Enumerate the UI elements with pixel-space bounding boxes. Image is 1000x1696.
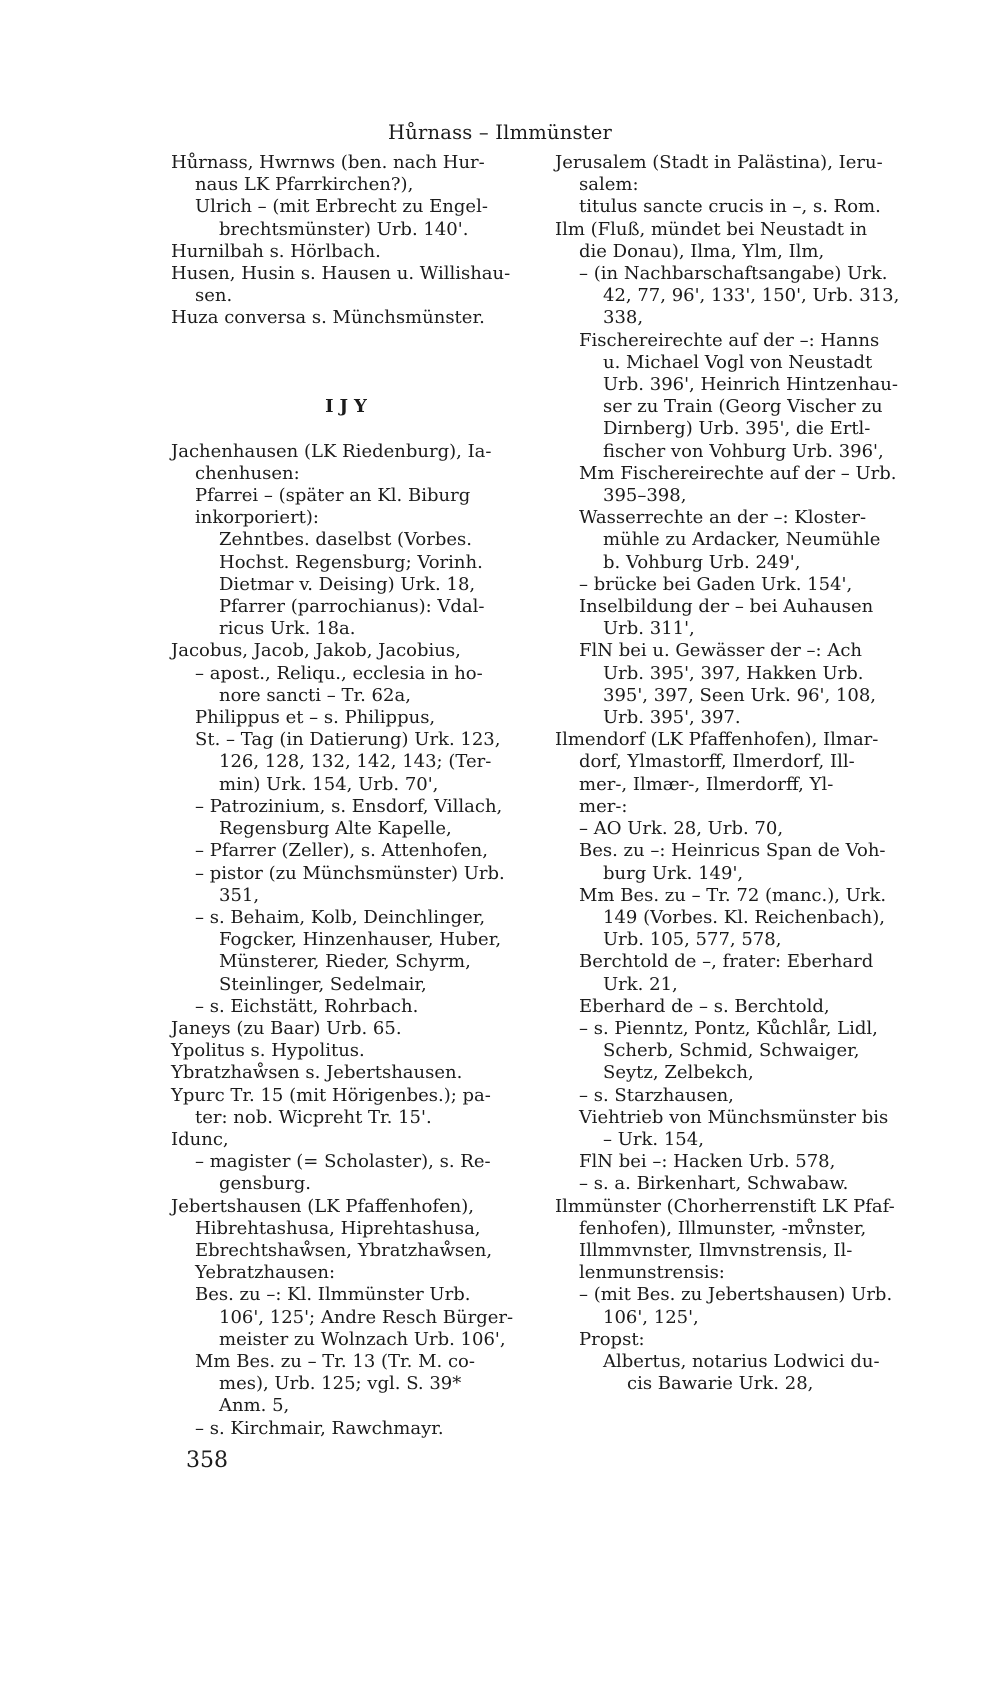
left-column-line <box>171 418 527 440</box>
right-column-line: – s. a. Birkenhart, Schwabaw. <box>579 1173 849 1195</box>
right-column-line: Illmmvnster, Ilmvnstrensis, Il- <box>579 1239 853 1261</box>
left-column-line: Janeys (zu Baar) Urb. 65. <box>171 1017 402 1039</box>
left-column-line: Pfarrer (parrochianus): Vdal- <box>219 596 485 618</box>
left-column-line: Pfarrei – (später an Kl. Biburg <box>195 485 471 507</box>
right-column-line: – Urk. 154, <box>603 1128 704 1150</box>
right-column-line: fenhofen), Illmunster, -mv̊nster, <box>579 1217 867 1239</box>
right-column-line: – AO Urk. 28, Urb. 70, <box>579 818 784 840</box>
right-column-line: lenmunstrensis: <box>579 1262 725 1284</box>
left-column-line: nore sancti – Tr. 62a, <box>219 684 411 706</box>
right-column-line: mer-: <box>579 795 628 817</box>
right-column-line: Mm Bes. zu – Tr. 72 (manc.), Urk. <box>579 884 887 906</box>
right-column-line: 338, <box>603 307 644 329</box>
right-column-line: – s. Starzhausen, <box>579 1084 734 1106</box>
left-column-line: 126, 128, 132, 142, 143; (Ter- <box>219 751 492 773</box>
left-column-line: Mm Bes. zu – Tr. 13 (Tr. M. co- <box>195 1350 475 1372</box>
left-column-line: Anm. 5, <box>219 1395 290 1417</box>
right-column-line: Wasserrechte an der –: Kloster- <box>579 507 867 529</box>
right-column-line: titulus sancte crucis in –, s. Rom. <box>579 196 881 218</box>
left-column-line: Jebertshausen (LK Pfaffenhofen), <box>171 1195 475 1217</box>
right-column-line: mer-, Ilmær-, Ilmerdorff, Yl- <box>579 773 834 795</box>
right-column-line: Berchtold de –, frater: Eberhard <box>579 951 874 973</box>
left-column-line: Ypolitus s. Hypolitus. <box>171 1040 365 1062</box>
right-column-line: Urk. 21, <box>603 973 678 995</box>
right-column-line: u. Michael Vogl von Neustadt <box>603 351 873 373</box>
left-column-line: meister zu Wolnzach Urb. 106', <box>219 1328 506 1350</box>
right-column-line: Inselbildung der – bei Auhausen <box>579 596 874 618</box>
section-heading: IJY <box>325 396 373 418</box>
left-column-line: – s. Behaim, Kolb, Deinchlinger, <box>195 906 486 928</box>
left-column-line: – Patrozinium, s. Ensdorf, Villach, <box>195 795 503 817</box>
left-column-line: – s. Kirchmair, Rawchmayr. <box>195 1417 444 1439</box>
right-column-line: Ilm (Fluß, mündet bei Neustadt in <box>555 218 868 240</box>
right-column-line: Bes. zu –: Heinricus Span de Voh- <box>579 840 886 862</box>
right-column-line: b. Vohburg Urb. 249', <box>603 551 801 573</box>
right-column-line: Ilmmünster (Chorherrenstift LK Pfaf- <box>555 1195 895 1217</box>
left-column-line: Fogcker, Hinzenhauser, Huber, <box>219 929 502 951</box>
left-column-line: – magister (= Scholaster), s. Re- <box>195 1151 491 1173</box>
right-column-line: ser zu Train (Georg Vischer zu <box>603 396 883 418</box>
right-column-line: – brücke bei Gaden Urk. 154', <box>579 573 853 595</box>
right-column-line: FlN bei –: Hacken Urb. 578, <box>579 1151 836 1173</box>
left-column-line: naus LK Pfarrkirchen?), <box>195 174 414 196</box>
left-column-line: Ypurc Tr. 15 (mit Hörigenbes.); pa- <box>171 1084 491 1106</box>
left-column-line: Ulrich – (mit Erbrecht zu Engel- <box>195 196 488 218</box>
left-column-line: Zehntbes. daselbst (Vorbes. <box>219 529 472 551</box>
right-column-line: 106', 125', <box>603 1306 699 1328</box>
right-column-line: – (mit Bes. zu Jebertshausen) Urb. <box>579 1284 893 1306</box>
left-column-line: Idunc, <box>171 1128 229 1150</box>
right-column-line: Seytz, Zelbekch, <box>603 1062 754 1084</box>
left-column-line: Jachenhausen (LK Riedenburg), Ia- <box>171 440 492 462</box>
right-column-line: Propst: <box>579 1328 645 1350</box>
right-column-line: Eberhard de – s. Berchtold, <box>579 995 830 1017</box>
right-column-line: mühle zu Ardacker, Neumühle <box>603 529 881 551</box>
right-column-line: Jerusalem (Stadt in Palästina), Ieru- <box>555 152 883 173</box>
right-column-line: – s. Pienntz, Pontz, Kůchlår, Lidl, <box>579 1017 878 1039</box>
right-column-line: burg Urk. 149', <box>603 862 744 884</box>
right-column-line: Scherb, Schmid, Schwaiger, <box>603 1040 860 1062</box>
right-column-line: Dirnberg) Urb. 395', die Ertl- <box>603 418 871 440</box>
left-column-line: – apost., Reliqu., ecclesia in ho- <box>195 662 483 684</box>
left-column-line: Yebratzhausen: <box>195 1262 336 1284</box>
right-column-line: Fischereirechte auf der –: Hanns <box>579 329 880 351</box>
running-head: Hůrnass – Ilmmünster <box>388 121 612 144</box>
left-column-line: Hibrehtashusa, Hiprehtashusa, <box>195 1217 481 1239</box>
right-column-line: die Donau), Ilma, Ylm, Ilm, <box>579 240 825 262</box>
right-column-line: Urb. 395', 397, Hakken Urb. <box>603 662 864 684</box>
left-column-line <box>171 374 527 396</box>
left-column-line <box>171 352 527 374</box>
left-column-line: gensburg. <box>219 1173 311 1195</box>
left-column <box>171 152 527 1440</box>
left-column-line: – Pfarrer (Zeller), s. Attenhofen, <box>195 840 488 862</box>
right-column <box>555 152 915 1395</box>
left-column-line: Ybratzhaẘsen s. Jebertshausen. <box>171 1062 463 1084</box>
left-column-line: Dietmar v. Deising) Urk. 18, <box>219 573 476 595</box>
left-column-line: sen. <box>195 285 233 307</box>
right-column-line: Ilmendorf (LK Pfaffenhofen), Ilmar- <box>555 729 879 751</box>
left-column-line: chenhusen: <box>195 462 300 484</box>
right-column-line: FlN bei u. Gewässer der –: Ach <box>579 640 862 662</box>
page-number: 358 <box>186 1448 228 1473</box>
right-column-line: 395–398, <box>603 485 687 507</box>
right-column-line: 42, 77, 96', 133', 150', Urb. 313, <box>603 285 900 307</box>
left-column-line: – s. Eichstätt, Rohrbach. <box>195 995 419 1017</box>
right-column-line: 395', 397, Seen Urk. 96', 108, <box>603 684 876 706</box>
left-column-line: Jacobus, Jacob, Jakob, Jacobius, <box>171 640 461 662</box>
left-column-line <box>171 330 527 352</box>
right-column-line: – (in Nachbarschaftsangabe) Urk. <box>579 263 888 285</box>
right-column-line: Urb. 311', <box>603 618 695 640</box>
left-column-line: 351, <box>219 884 260 906</box>
right-column-line: 149 (Vorbes. Kl. Reichenbach), <box>603 906 885 928</box>
left-column-line: Husen, Husin s. Hausen u. Willishau- <box>171 263 511 285</box>
left-column-line: Steinlinger, Sedelmair, <box>219 973 427 995</box>
left-column-line: Ebrechtshaẘsen, Ybratzhaẘsen, <box>195 1239 493 1261</box>
left-column-line: – pistor (zu Münchsmünster) Urb. <box>195 862 505 884</box>
left-column-line: Philippus et – s. Philippus, <box>195 707 436 729</box>
right-column-line: salem: <box>579 174 639 196</box>
left-column-line: Huza conversa s. Münchsmünster. <box>171 307 485 329</box>
right-column-line: cis Bawarie Urk. 28, <box>627 1373 814 1395</box>
left-column-line: mes), Urb. 125; vgl. S. 39* <box>219 1373 462 1395</box>
right-column-line: Urb. 396', Heinrich Hintzenhau- <box>603 374 898 396</box>
left-column-line: 106', 125'; Andre Resch Bürger- <box>219 1306 514 1328</box>
left-column-line: ter: nob. Wicpreht Tr. 15'. <box>195 1106 432 1128</box>
left-column-line: ricus Urk. 18a. <box>219 618 356 640</box>
left-column-line: St. – Tag (in Datierung) Urk. 123, <box>195 729 501 751</box>
left-column-line: Hůrnass, Hwrnws (ben. nach Hur- <box>171 152 485 173</box>
left-column-line: inkorporiert): <box>195 507 319 529</box>
left-column-line: Regensburg Alte Kapelle, <box>219 818 452 840</box>
right-column-line: Mm Fischereirechte auf der – Urb. <box>579 462 897 484</box>
right-column-line: Albertus, notarius Lodwici du- <box>603 1350 880 1372</box>
right-column-line: Urb. 395', 397. <box>603 707 741 729</box>
right-column-line: fischer von Vohburg Urb. 396', <box>603 440 884 462</box>
left-column-line: Bes. zu –: Kl. Ilmmünster Urb. <box>195 1284 471 1306</box>
left-column-line: Hochst. Regensburg; Vorinh. <box>219 551 483 573</box>
left-column-line: Münsterer, Rieder, Schyrm, <box>219 951 471 973</box>
left-column-line: min) Urk. 154, Urb. 70', <box>219 773 439 795</box>
left-column-line: brechtsmünster) Urb. 140'. <box>219 218 469 240</box>
left-column-line: Hurnilbah s. Hörlbach. <box>171 240 381 262</box>
right-column-line: Viehtrieb von Münchsmünster bis <box>579 1106 889 1128</box>
right-column-line: dorf, Ylmastorff, Ilmerdorf, Ill- <box>579 751 855 773</box>
right-column-line: Urb. 105, 577, 578, <box>603 929 782 951</box>
